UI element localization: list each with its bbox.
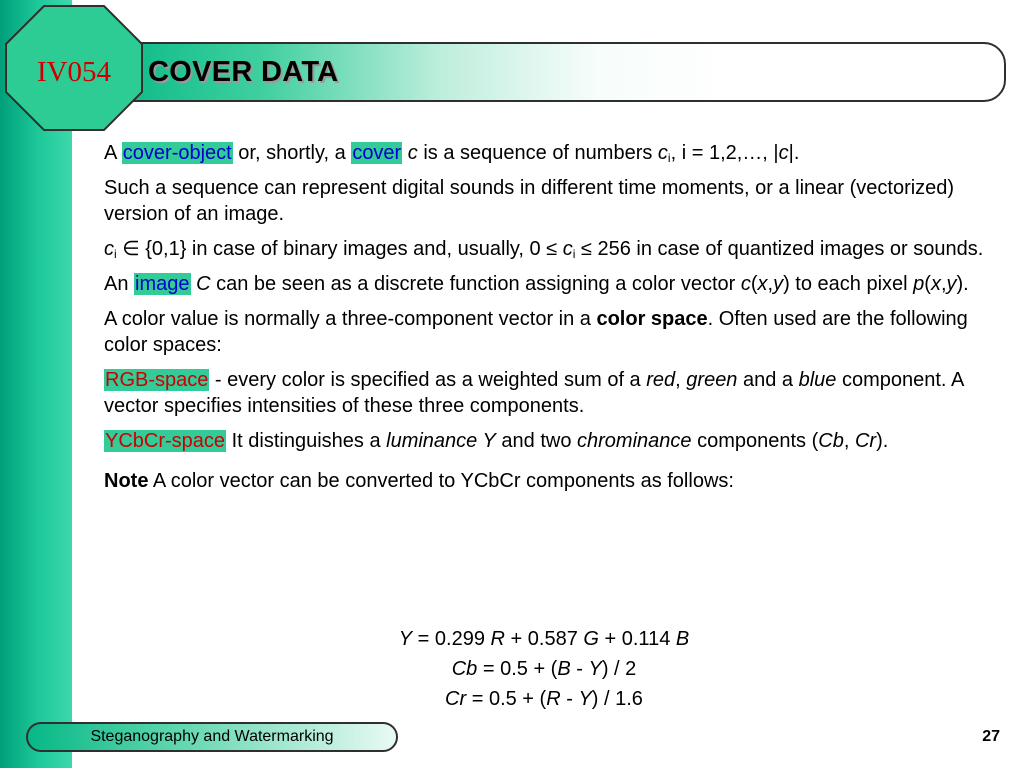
term-rgb-space[interactable]: RGB-space <box>105 369 209 391</box>
paragraph-cover-definition: A cover-object or, shortly, a cover c is a sequence of numbers $c_i$, i = 1,2,…, |c|. <box>104 142 800 165</box>
paragraph-value-range: $c_i$ ∈ {0,1} in case of binary images and, usually, $0 \le c_i \le 256$ in case of quantized images or sounds. <box>104 238 984 261</box>
formula-cb: Cb = 0.5 + (B - Y) / 2 <box>451 658 637 680</box>
term-cover[interactable]: cover <box>352 142 402 164</box>
term-ycbcr-space[interactable]: YCbCr-space <box>105 430 226 452</box>
footer-course-name: Steganography and Watermarking <box>90 728 334 745</box>
page-number: 27 <box>982 728 1000 745</box>
paragraph-ycbcr: YCbCr-space It distinguishes a luminance Y and two chrominance components (Cb, Cr). <box>105 430 889 452</box>
formula-cr: Cr = 0.5 + (R - Y) / 1.6 <box>445 688 643 710</box>
conversion-formulas <box>104 624 984 714</box>
slide-title: COVER DATA <box>148 56 339 88</box>
slide-body <box>104 140 984 503</box>
course-code: IV054 <box>36 56 112 88</box>
formula-y: Y = 0.299 R + 0.587 G + 0.114 B <box>398 628 690 650</box>
paragraph-image: An image C can be seen as a discrete function assigning a color vector c(x,y) to each pixel p(x,y). <box>104 273 969 295</box>
paragraph-rgb: RGB-space - every color is specified as a weighted sum of a red, green and a blue component. A vector specifies intensities of these three components. <box>104 369 964 417</box>
paragraph-note: Note A color vector can be converted to YCbCr components as follows: <box>104 470 734 492</box>
paragraph-sequence: Such a sequence can represent digital sounds in different time moments, or a linear (vectorized) version of an image. <box>104 177 955 225</box>
term-cover-object[interactable]: cover-object <box>122 142 232 164</box>
paragraph-color-space: A color value is normally a three-component vector in a color space. Often used are the following color spaces: <box>104 308 968 356</box>
term-image[interactable]: image <box>135 273 190 295</box>
